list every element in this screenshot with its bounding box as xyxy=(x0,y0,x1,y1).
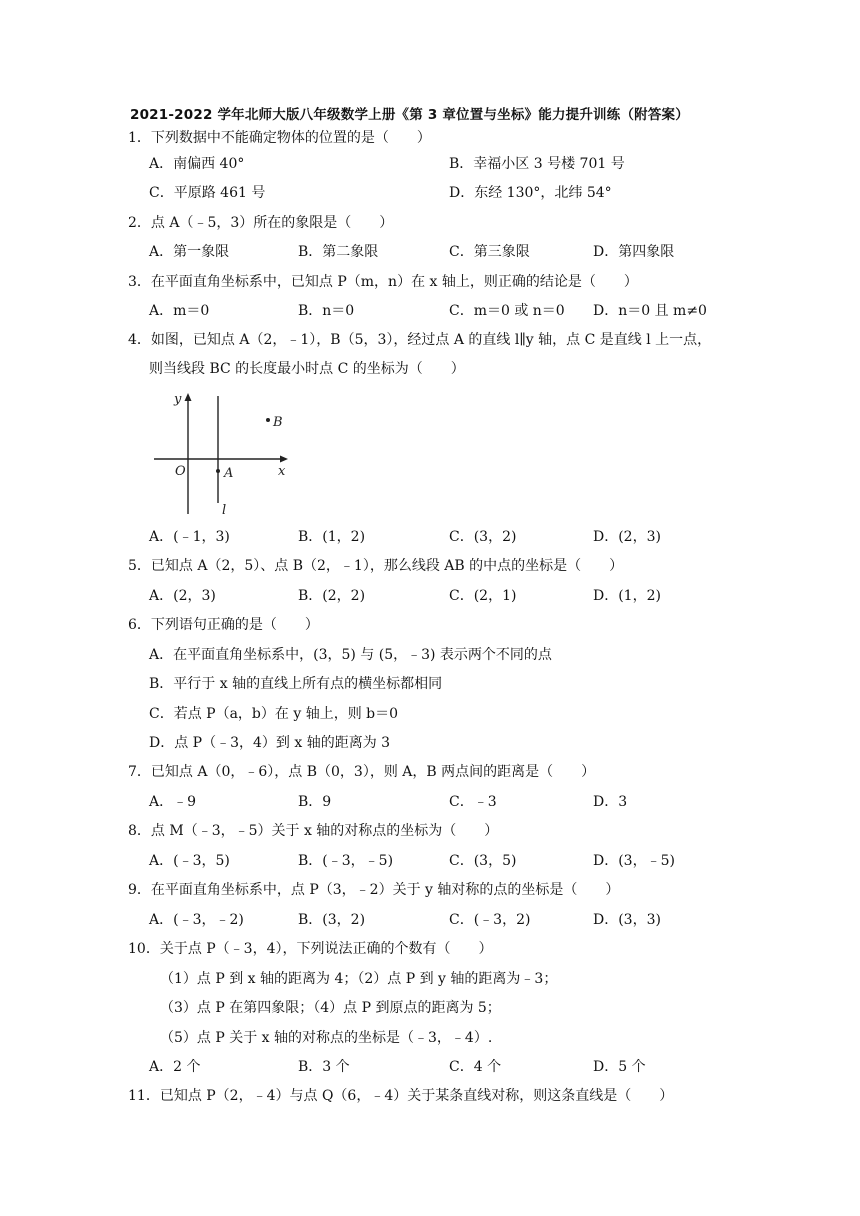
document-title: 2021-2022 学年北师大版八年级数学上册《第 3 章位置与坐标》能力提升训练（附答案） xyxy=(130,107,689,123)
question-9-option-d: D．(3，3) xyxy=(593,912,661,928)
question-10-option-d: D．5 个 xyxy=(593,1059,646,1075)
question-10-item-2: （3）点 P 在第四象限；（4）点 P 到原点的距离为 5； xyxy=(160,1000,501,1016)
question-6-option-a: A．在平面直角坐标系中，(3，5) 与 (5，﹣3) 表示两个不同的点 xyxy=(149,647,552,663)
question-5-option-b: B．(2，2) xyxy=(298,588,366,604)
question-9-option-c: C．(﹣3，2) xyxy=(449,912,531,928)
question-8-option-c: C．(3，5) xyxy=(449,853,517,869)
question-10-item-3: （5）点 P 关于 x 轴的对称点的坐标是（﹣3，﹣4）. xyxy=(160,1030,493,1046)
question-5-stem: 5．已知点 A（2，5）、点 B（2，﹣1），那么线段 AB 的中点的坐标是（ ） xyxy=(128,558,624,574)
point-b-label: B xyxy=(273,415,283,430)
question-2-option-c: C．第三象限 xyxy=(449,244,530,260)
question-4-option-b: B．(1，2) xyxy=(298,529,366,545)
x-axis-arrow-icon xyxy=(280,456,288,463)
question-3-option-b: B．n＝0 xyxy=(298,303,355,319)
question-3-stem: 3．在平面直角坐标系中，已知点 P（m，n）在 x 轴上，则正确的结论是（ ） xyxy=(128,274,638,290)
question-2-option-b: B．第二象限 xyxy=(298,244,379,260)
origin-label: O xyxy=(175,464,186,479)
y-axis-arrow-icon xyxy=(185,393,192,401)
question-7-option-a: A．﹣9 xyxy=(149,794,197,810)
question-1-stem: 1．下列数据中不能确定物体的位置的是（ ） xyxy=(128,130,431,146)
question-1-option-a: A．南偏西 40° xyxy=(149,156,245,172)
question-5-option-c: C．(2，1) xyxy=(449,588,517,604)
question-10-item-1: （1）点 P 到 x 轴的距离为 4；（2）点 P 到 y 轴的距离为﹣3； xyxy=(160,971,558,987)
question-6-option-c: C．若点 P（a，b）在 y 轴上，则 b＝0 xyxy=(149,706,399,722)
line-l-label: l xyxy=(222,503,227,518)
question-3-option-a: A．m＝0 xyxy=(149,303,210,319)
question-7-option-b: B．9 xyxy=(298,794,332,810)
question-7-option-d: D．3 xyxy=(593,794,628,810)
question-11-stem: 11．已知点 P（2，﹣4）与点 Q（6，﹣4）关于某条直线对称，则这条直线是（ ） xyxy=(128,1088,674,1104)
question-9-stem: 9．在平面直角坐标系中，点 P（3，﹣2）关于 y 轴对称的点的坐标是（ ） xyxy=(128,882,620,898)
question-6-stem: 6．下列语句正确的是（ ） xyxy=(128,617,319,633)
question-8-option-d: D．(3，﹣5) xyxy=(593,853,675,869)
question-5-option-a: A．(2，3) xyxy=(149,588,216,604)
question-10-stem: 10．关于点 P（﹣3，4），下列说法正确的个数有（ ） xyxy=(128,941,493,957)
x-axis-label: x xyxy=(278,464,286,479)
question-5-option-d: D．(1，2) xyxy=(593,588,661,604)
question-4-option-d: D．(2，3) xyxy=(593,529,661,545)
question-7-option-c: C．﹣3 xyxy=(449,794,497,810)
question-9-option-b: B．(3，2) xyxy=(298,912,366,928)
question-4-stem: 4．如图，已知点 A（2，﹣1），B（5，3），经过点 A 的直线 l∥y 轴，点 C 是直线 l 上一点， xyxy=(128,332,712,348)
question-2-stem: 2．点 A（﹣5，3）所在的象限是（ ） xyxy=(128,215,394,231)
question-9-option-a: A．(﹣3，﹣2) xyxy=(149,912,244,928)
question-1-option-b: B．幸福小区 3 号楼 701 号 xyxy=(449,156,625,172)
question-1-option-c: C．平原路 461 号 xyxy=(149,185,266,201)
question-10-option-c: C．4 个 xyxy=(449,1059,502,1075)
question-4-option-a: A．(﹣1，3) xyxy=(149,529,230,545)
question-2-option-d: D．第四象限 xyxy=(593,244,675,260)
point-a-label: A xyxy=(224,466,234,481)
coordinate-figure xyxy=(150,388,300,518)
question-4-stem-continued: 则当线段 BC 的长度最小时点 C 的坐标为（ ） xyxy=(149,361,465,377)
question-6-option-b: B．平行于 x 轴的直线上所有点的横坐标都相同 xyxy=(149,676,443,692)
question-6-option-d: D．点 P（﹣3，4）到 x 轴的距离为 3 xyxy=(149,735,391,751)
question-2-option-a: A．第一象限 xyxy=(149,244,230,260)
question-10-option-b: B．3 个 xyxy=(298,1059,350,1075)
point-a xyxy=(216,469,220,473)
question-1-option-d: D．东经 130°，北纬 54° xyxy=(449,185,612,201)
question-8-option-b: B．(﹣3，﹣5) xyxy=(298,853,394,869)
question-4-option-c: C．(3，2) xyxy=(449,529,517,545)
question-7-stem: 7．已知点 A（0，﹣6），点 B（0，3），则 A，B 两点间的距离是（ ） xyxy=(128,764,596,780)
question-3-option-d: D．n＝0 且 m≠0 xyxy=(593,303,707,319)
point-b xyxy=(266,418,270,422)
y-axis-label: y xyxy=(174,392,182,407)
question-8-option-a: A．(﹣3，5) xyxy=(149,853,230,869)
question-8-stem: 8．点 M（﹣3，﹣5）关于 x 轴的对称点的坐标为（ ） xyxy=(128,823,499,839)
question-3-option-c: C．m＝0 或 n＝0 xyxy=(449,303,565,319)
question-10-option-a: A．2 个 xyxy=(149,1059,201,1075)
